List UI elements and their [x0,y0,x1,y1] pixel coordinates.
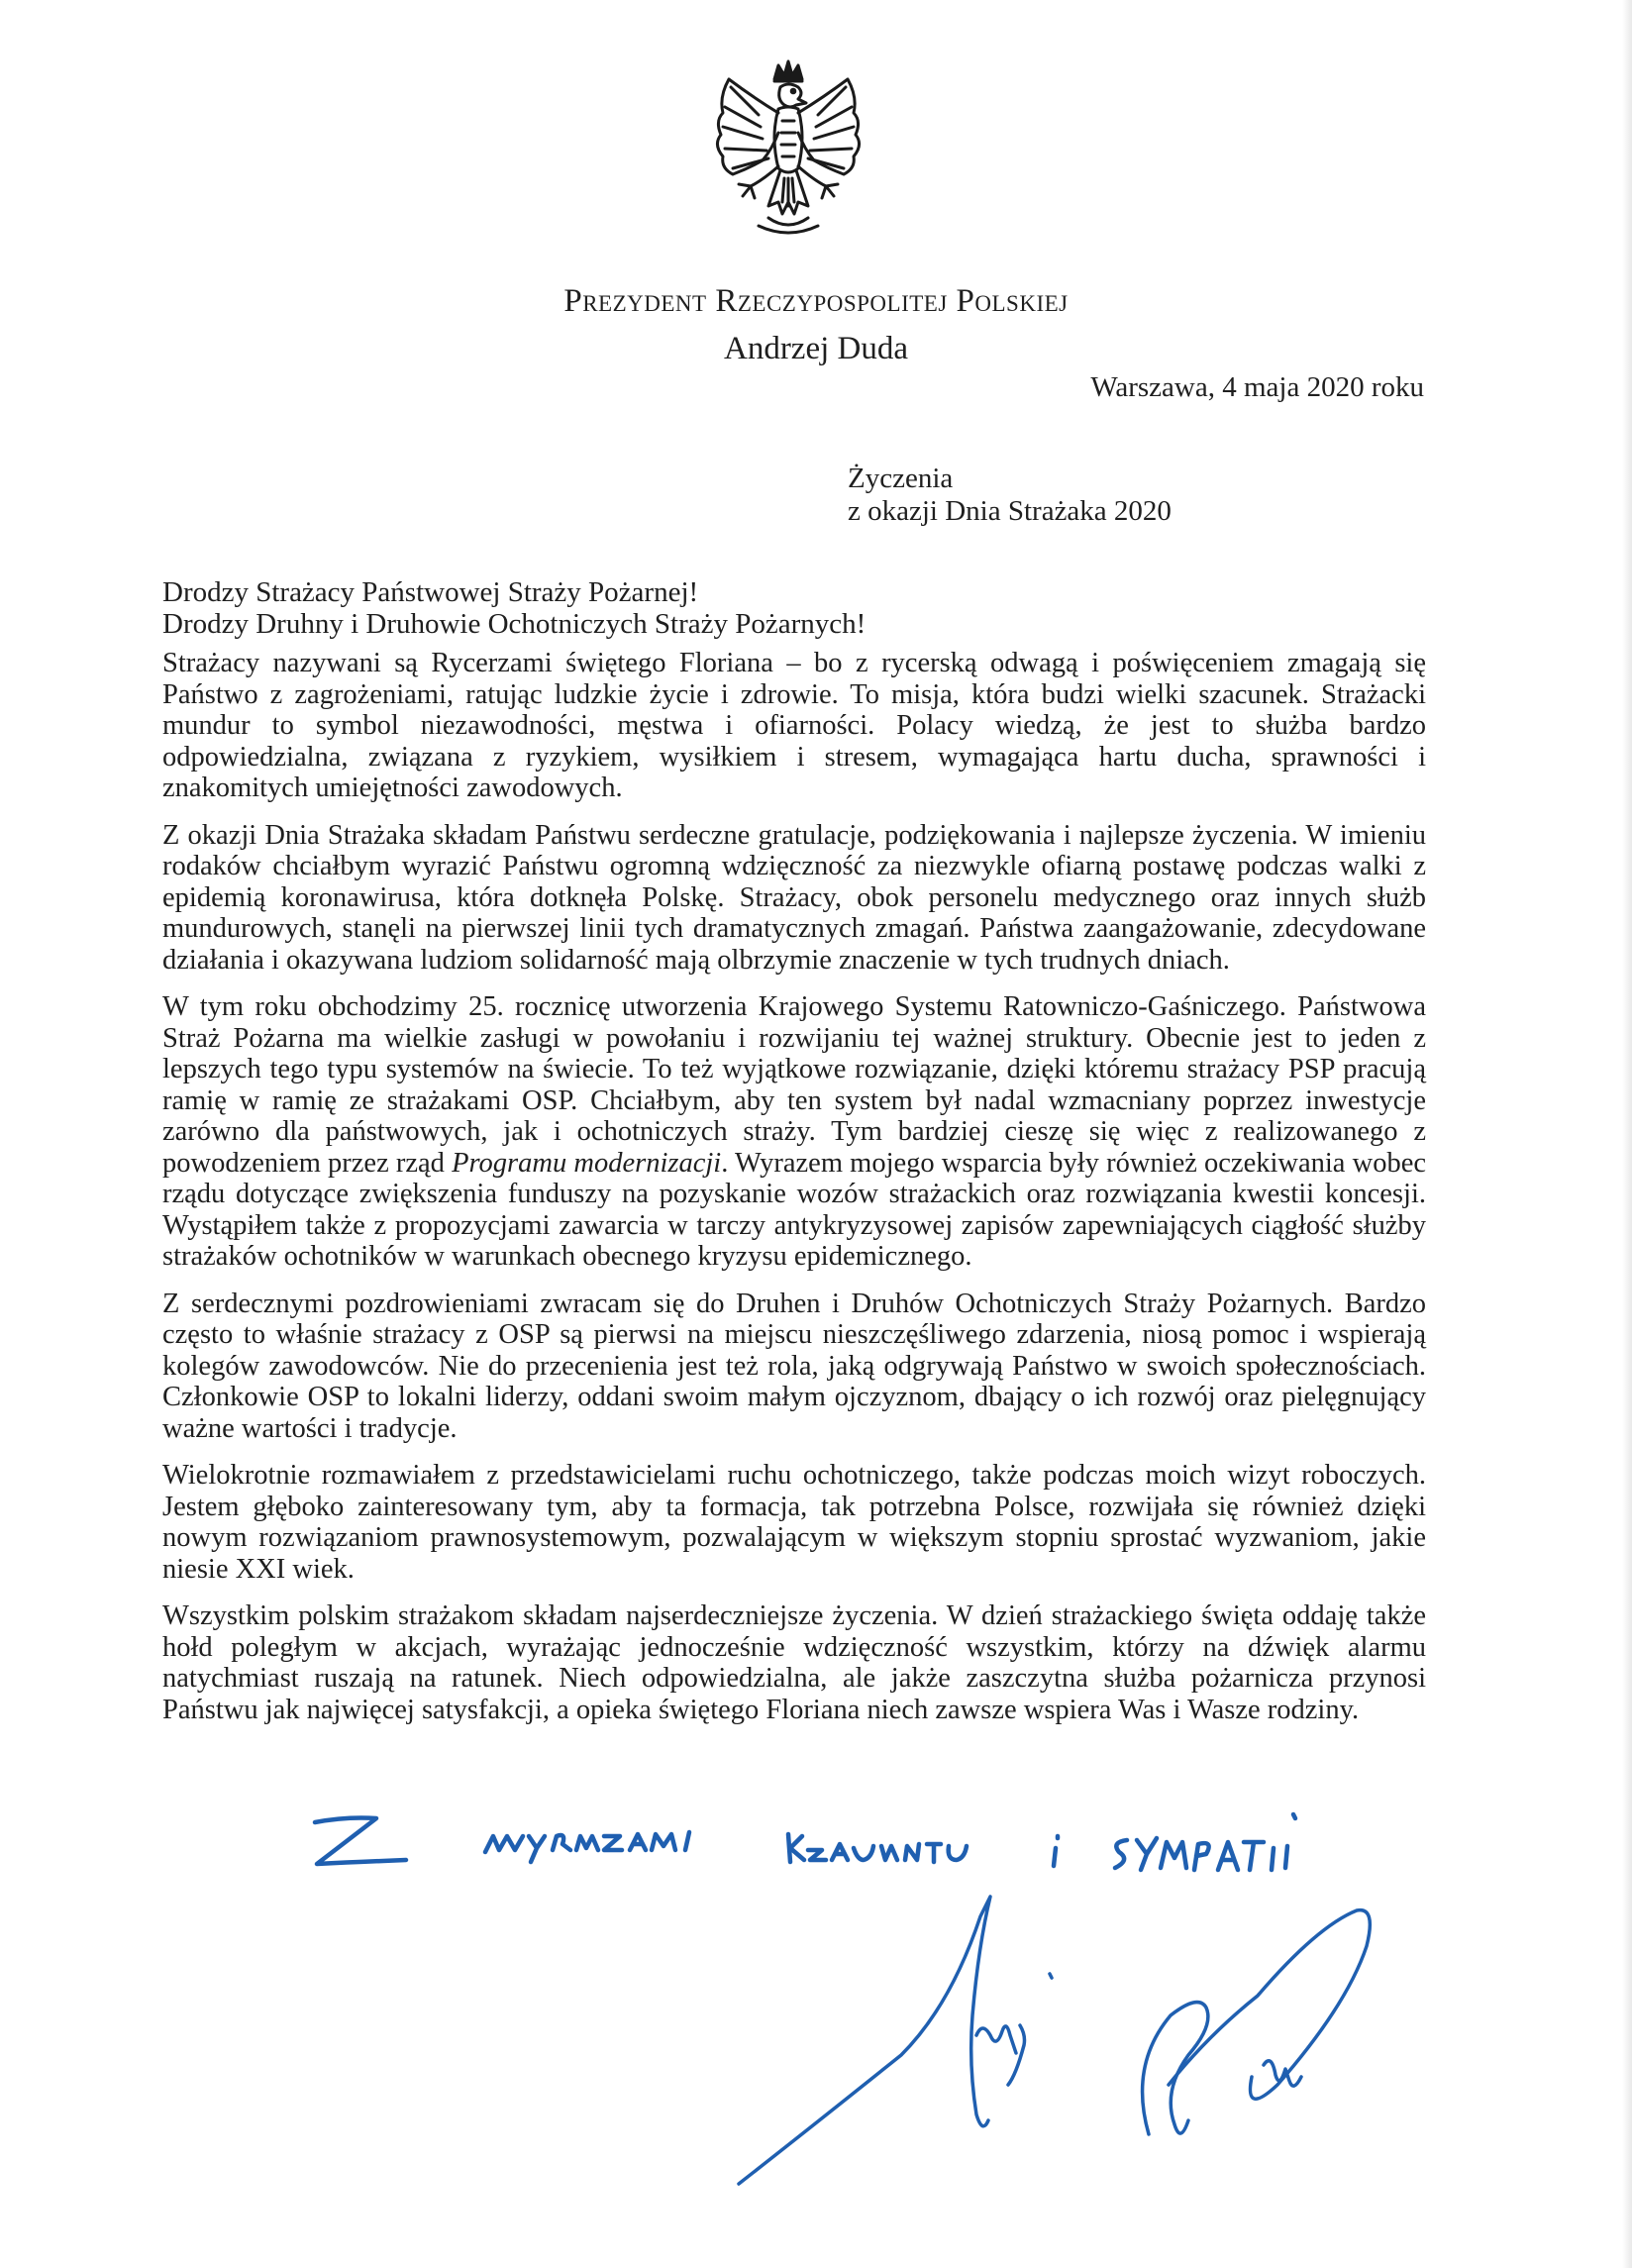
polish-eagle-emblem-icon [699,57,877,256]
handwritten-closing [297,1793,1436,1902]
program-name-italic: Programu modernizacji [452,1147,722,1179]
paragraph-3-part-2: . Wyrazem mojego wsparcia były również oczekiwania wobec rządu dotyczące zwiększenia funduszy na pozyskanie wozów strażackich oraz rozwiązania kwestii koncesji. Wystąpiłem także z propozycjami zawarcia w tarczy antykryzysowej zapisów zapewniających ciągłość służby strażaków ochotników w warunkach obecnego kryzysu epidemicznego. [162,1147,1426,1272]
subject-line-1: Życzenia [848,463,954,494]
paragraph-6: Wszystkim polskim strażakom składam najserdeczniejsze życzenia. W dzień strażackiego święta oddaję także hołd poległym w akcjach, wyrażając jednocześnie wdzięczność wszystkim, którzy na dźwięk alarmu natychmiast ruszają na ratunek. Niech odpowiedzialna, ale jakże zaszczytna służba pożarnicza przynosi Państwu jak najwięcej satysfakcji, a opieka świętego Floriana niech zawsze wspiera Was i Wasze rodziny. [162,1600,1426,1725]
paragraph-3 [162,991,1426,1273]
date-line: Warszawa, 4 maja 2020 roku [1090,371,1424,403]
office-title: Prezydent Rzeczypospolitej Polskiej [563,283,1069,319]
signature [723,1887,1476,2204]
letter-subject [848,463,1172,528]
paragraph-2: Z okazji Dnia Strażaka składam Państwu serdeczne gratulacje, podziękowania i najlepsze życzenia. W imieniu rodaków chciałbym wyrazić Państwu ogromną wdzięczność za niezwykle ofiarną postawę podczas walki z epidemią koronawirusa, która dotknęła Polskę. Strażacy, obok personelu medycznego oraz innych służb mundurowych, stanęli na pierwszej linii tych dramatycznych zmagań. Państwa zaangażowanie, zdecydowane działania i okazywana ludziom solidarność mają olbrzymie znaczenie w tych trudnych dniach. [162,819,1426,976]
salutation-line-2: Drodzy Druhny i Druhowie Ochotniczych Straży Pożarnych! [162,608,867,640]
president-name: Andrzej Duda [723,331,908,366]
paragraph-4: Z serdecznymi pozdrowieniami zwracam się do Druhen i Druhów Ochotniczych Straży Pożarnych. Bardzo często to właśnie strażacy z OSP są pierwsi na miejscu nieszczęśliwego zdarzenia, niosą pomoc i wspierają kolegów zawodowców. Nie do przecenienia jest też rola, jaką odgrywają Państwo w swoich społecznościach. Członkowie OSP to lokalni liderzy, oddani swoim małym ojczyznom, dbający o ich rozwój oraz pielęgnujący ważne wartości i tradycje. [162,1288,1426,1444]
subject-line-2: z okazji Dnia Strażaka 2020 [848,495,1172,527]
letter-body [162,648,1426,1741]
paragraph-3-part-1: W tym roku obchodzimy 25. rocznicę utworzenia Krajowego Systemu Ratowniczo-Gaśniczego. Państwowa Straż Pożarna ma wielkie zasługi w powołaniu i rozwijaniu tej ważnej struktury. Obecnie jest to jeden z lepszych tego typu systemów na świecie. To też wyjątkowe rozwiązanie, dzięki któremu strażacy PSP pracują ramię w ramię ze strażakami OSP. Chciałbym, aby ten system był nadal wzmacniany poprzez inwestycje zarówno dla państwowych, jak i ochotniczych straży. Tym bardziej cieszę się więc z realizowanego z powodzeniem przez rząd [162,991,1426,1179]
salutation-line-1: Drodzy Strażacy Państwowej Straży Pożarnej! [162,576,699,608]
salutation [162,576,866,640]
paragraph-5: Wielokrotnie rozmawiałem z przedstawicielami ruchu ochotniczego, także podczas moich wizyt roboczych. Jestem głęboko zainteresowany tym, aby ta formacja, tak potrzebna Polsce, rozwijała się również dzięki nowym rozwiązaniom prawnosystemowym, pozwalającym w większym stopniu sprostać wyzwaniom, jakie niesie XXI wiek. [162,1460,1426,1585]
paragraph-1: Strażacy nazywani są Rycerzami świętego Floriana – bo z rycerską odwagą i poświęceniem zmagają się Państwo z zagrożeniami, ratując ludzkie życie i zdrowie. To misja, która budzi wielki szacunek. Strażacki mundur to symbol niezawodności, męstwa i ofiarności. Polacy wiedzą, że jest to służba bardzo odpowiedzialna, związana z ryzykiem, wysiłkiem i stresem, wymagająca hartu ducha, sprawności i znakomitych umiejętności zawodowych. [162,648,1426,803]
